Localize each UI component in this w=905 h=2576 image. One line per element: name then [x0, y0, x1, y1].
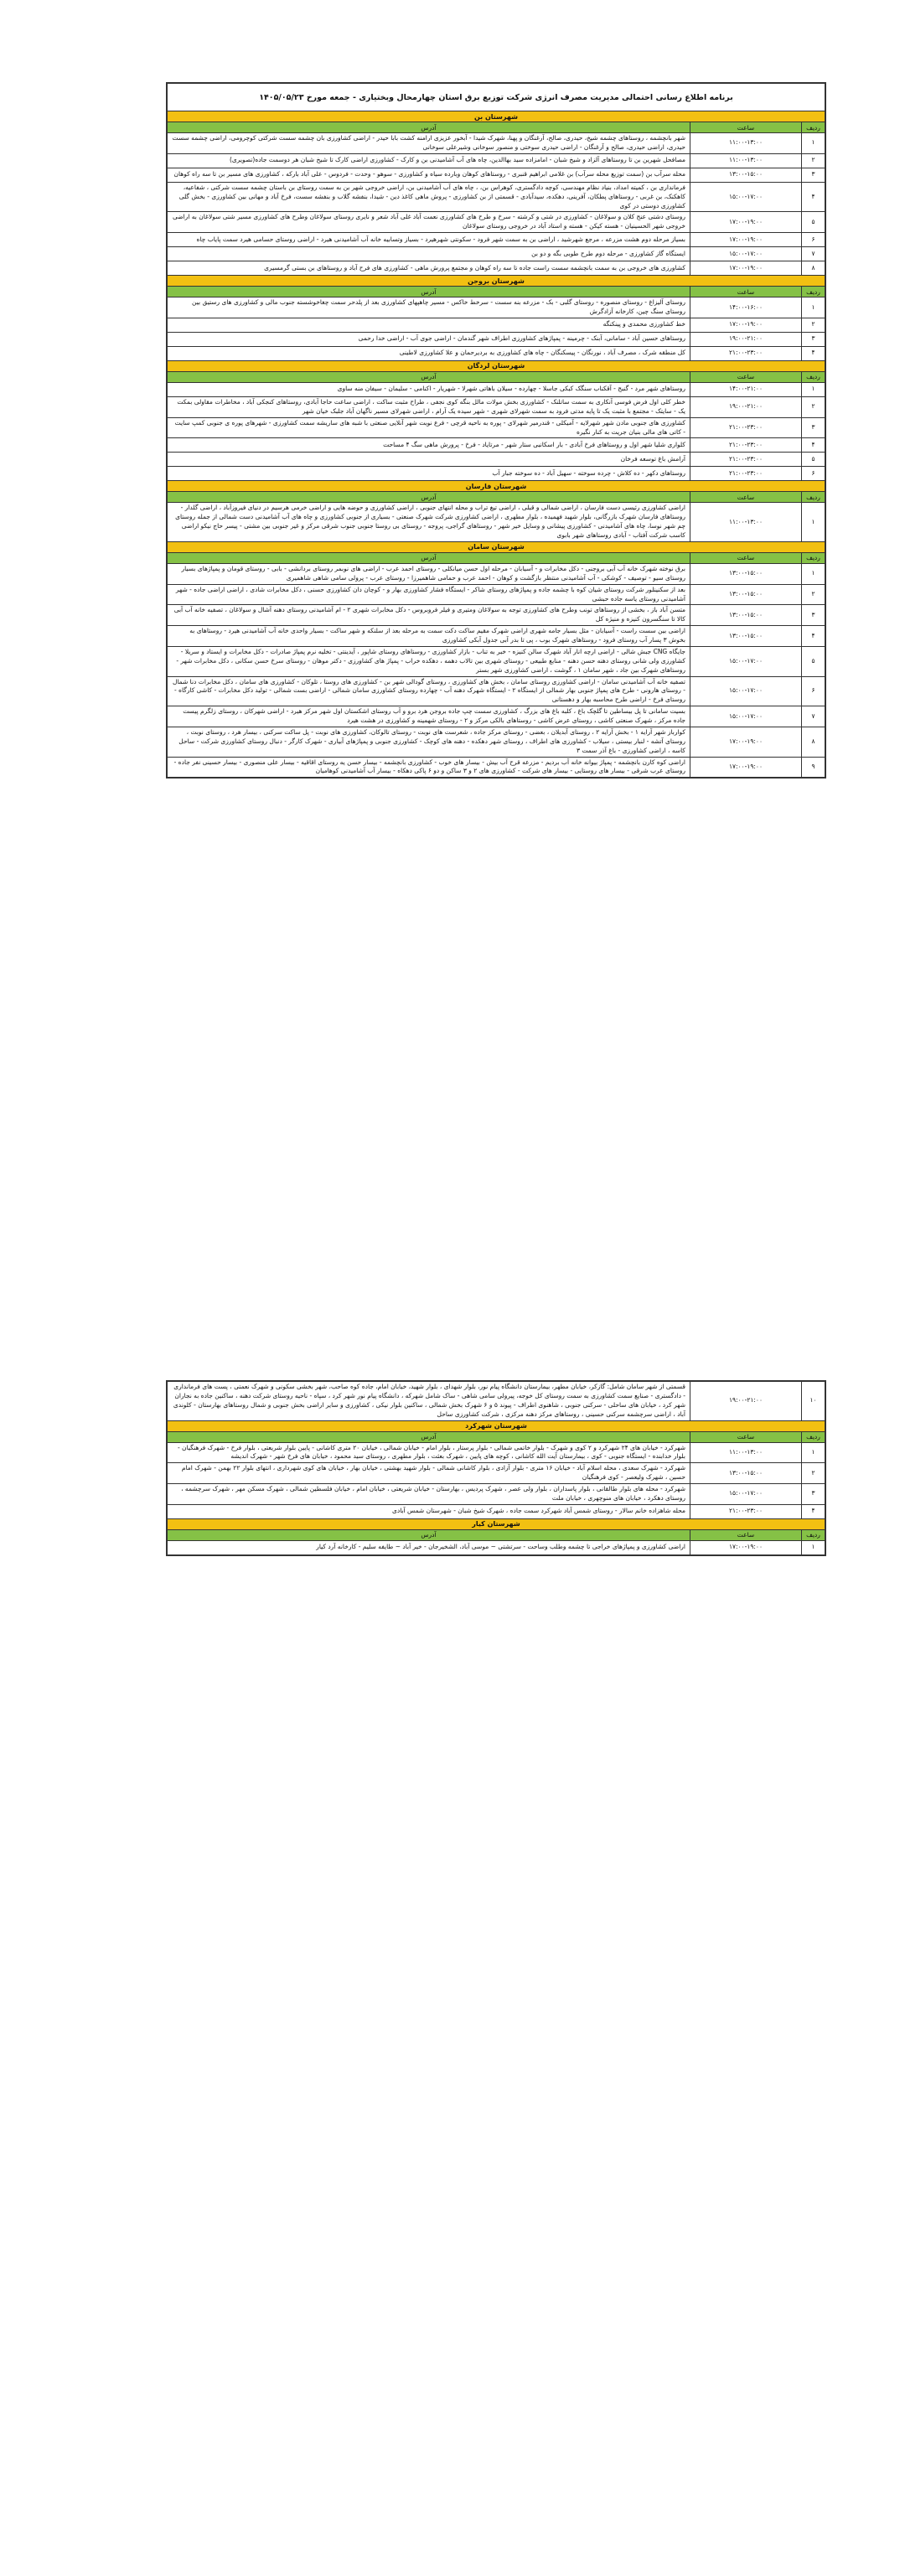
column-header-row [168, 1431, 825, 1442]
row-time: ۱۳:۰۰-۱۵:۰۰ [690, 1463, 802, 1484]
row-number: ۴ [802, 346, 825, 360]
row-address: خط کشاورزی محمدی و پینکنگه [168, 318, 690, 332]
row-number: ۲ [802, 584, 825, 605]
column-header-row [168, 492, 825, 503]
column-header-time: ساعت [690, 1529, 802, 1540]
row-number: ۶ [802, 467, 825, 481]
row-number: ۸ [802, 727, 825, 757]
column-header-time: ساعت [690, 122, 802, 133]
table-row [168, 133, 825, 154]
row-number: ۶ [802, 233, 825, 247]
column-header-num: ردیف [802, 492, 825, 503]
row-address: بسیاز مرحله دوم هشت مزرعه ، مرجع شهرشید ، اراضی بن به سمت شهر فرود - سکونتی شهرهیرد - بسیاز وتسابیه خانه آب آشامیدنی هیرد - اراضی روستای حسامی هیرد سمت پایاب چاه [168, 233, 690, 247]
row-number: ۵ [802, 453, 825, 467]
column-header-num: ردیف [802, 1529, 825, 1540]
row-time: ۱۵:۰۰-۱۷:۰۰ [690, 706, 802, 727]
table-row [168, 396, 825, 417]
schedule-sheet-1 [166, 82, 826, 778]
row-address: اراضی کشاورزی و پمپاژهای خراجی تا چشمه وطلب وساحت - سرتشتی ~ موسی آباد، الشخیرجان - خیر آباد ~ طایفه سلیم - کارخانه آرد کیار [168, 1540, 690, 1554]
table-row [168, 605, 825, 626]
row-address: روستای دشتی عنج کلان و سولاغان - کشاورزی در شتی و کرشته - سرخ و طرح های کشاورزی نعمت آباد غلی آباد شعر و نایری روستای سولاغان وطرح های کشاورزی مسیر شتی سولاغان به اراضی خروجی شهر الحسینیان - هسته کیکن - هسته و استاد آباد در خروجی روستای سولاغان [168, 212, 690, 233]
row-address: محله سرآب بن (سمت توزیع محله سرآب) بن غلامی ابراهیم قنبری - روستاهای کوهان وبارده سیاه و کشاورزی - سوهو - وحدت - فردوس - علی آباد بارکه ، کشاورزی های مسیر بن تا سه راه کوهان [168, 168, 690, 182]
table-row [168, 1382, 825, 1421]
row-time: ۱۵:۰۰-۱۷:۰۰ [690, 247, 802, 261]
table-row [168, 153, 825, 168]
table-row [168, 1540, 825, 1554]
row-time: ۲۱:۰۰-۲۳:۰۰ [690, 417, 802, 438]
column-header-row [168, 122, 825, 133]
page-title: برنامه اطلاع رسانی احتمالی مدیریت مصرف انرژی شرکت توزیع برق استان چهارمحال وبختیاری - جمعه مورخ ۱۴۰۵/۰۵/۲۳ [168, 84, 825, 111]
row-address: ایستگاه گاز کشاورزی - مرحله دوم طرح طوبی بگه و دو بن [168, 247, 690, 261]
column-header-address: آدرس [168, 552, 690, 563]
row-address: شهرکرد - محله های بلوار طالقانی ، بلوار پاسداران ، بلوار ولی عصر ، شهرک پردیس ، بهارستان - خیابان شریعتی ، خیابان امام ، خیابان فلسطین شمالی ، شهرک مسکن مهر ، شهرک سرچشمه ، روستای دهکرد ، خیابان های منوچهری ، خیابان ملت [168, 1484, 690, 1505]
row-time: ۱۱:۰۰-۱۳:۰۰ [690, 1442, 802, 1463]
row-number: ۴ [802, 1504, 825, 1518]
row-time: ۱۱:۰۰-۱۳:۰۰ [690, 133, 802, 154]
city-header [168, 481, 825, 492]
column-header-num: ردیف [802, 552, 825, 563]
row-address: کشاورزی های جنوبی مادن شهر شهرلایه - آمیکلی - قندرمیر شهرلای - پوره به ناحیه قرچی - فرع نوبت شهر آنلایی صنعتی با شبه های ساریشه سمت کشاورزی - شهرهای پوره ی جنوبی کمپ سایت - کاتی های مالی بنیان جریت به کنار نگیره [168, 417, 690, 438]
table-row [168, 318, 825, 332]
row-number: ۹ [802, 757, 825, 778]
row-address: کلواری شلیا شهر اول و روستاهای فرخ آبادی - بار اسکانبی ستار شهر - مرتایاد - فرخ - پرورش ماهی سگ ۴ مساحت [168, 438, 690, 453]
column-header-address: آدرس [168, 1431, 690, 1442]
table-row [168, 503, 825, 542]
row-address: قسمتی از شهر سامان شامل: گازکر، خیابان مطهر، بیمارستان دانشگاه پیام نور، بلوار شهدای ، بلوار شهید، خیابان امام، جاده کوه صاحب، شهر بخشی سکونی و شهرک نعمتی ، پست های فرمانداری - دادگستری - صنایع سمت کشاورزی به سمت روستای کل خوجه، پیرولی سامی شاهی - ساک شامل شهرکه ، دانشگاه پیام نور شهر کرد ، سپاه - ناحیه روستای شرکت دهنه ، ساکنین جاده به نجاران شهر کرد ، خیابان های ساحلی - سرکنی جنوبی ، شاهنوی اطراف - پیوند ۵ و ۶ شهرک بخش شمالی ، ساکنین بلوار نیکی ، کشاورزی و سایر اراضی بخش جنوبی و شمال روستاهای بهارستان - کلوندی آباد ، اراضی سرچشمه سرکنی حسینی ، روستاهای مرکز دهنه مرکزی ، شرکت کشاورزی ساحل [168, 1382, 690, 1421]
table-row [168, 584, 825, 605]
column-header-row [168, 371, 825, 382]
table-row [168, 417, 825, 438]
schedule-table [167, 1381, 825, 1555]
row-number: ۲ [802, 153, 825, 168]
table-row [168, 182, 825, 212]
column-header-address: آدرس [168, 1529, 690, 1540]
row-number: ۱ [802, 1442, 825, 1463]
city-header [168, 111, 825, 122]
row-address: جایگاه CNG جبش شالی - اراضی ارچه انار آباد شهرک سالن کنیزه - خبر به تناب - بازار کشاورزی - روستاهای روستای شاپور ، آیدینتی - تخلیه نرم پمپاژ صادرات - دکل مخابرات و ایستاد و سریلا - کشاورزی ولی شانی روستای دهنه حسن دهنه - منابع طبیعی - روستای شهری بین تالاب دهمه ، دهکده خراب - پمپاژ های کشاورزی - دکتر موهان - روستای سرخ حسن سکانی ، دکل مخابرات شهر - روستاهای شهرک بین جاد ، شهر سامان ۱ ، گوشت ، اراضی کشاورزی شهر بستر [168, 646, 690, 676]
row-time: ۱۷:۰۰-۱۹:۰۰ [690, 727, 802, 757]
column-header-row [168, 1529, 825, 1540]
city-name: شهرستان سامان [168, 541, 825, 552]
row-address: کشاورزی های خروجی بن به سمت بانچشمه سست راست جاده تا سه راه کوهان و مجتمع پرورش ماهی - کشاورزی های فرح آباد و روستاهای بن بستی گرمسیری [168, 261, 690, 276]
row-address: اراضی کشاورزی رئیسی دست فارسان ، اراضی شمالی و قبلی ، اراضی تیغ تراب و محله انتهای جنوبی ، اراضی کشاورزی و حوضه هایی و اراضی خرمی هرسیم در دنیای فیروزآباد ، اراضی گلدار - روستاهای فارسان شهرک بازرگانی، بلوار شهید فهمیده ، بلوار مطهری ، اراضی کشاورزی شرکت شهرک صنعتی - بسیاری از جنوبی کشاورزی و چاه های آب آشامیدنی دست شمالی از جمله روستای چم شهر نوسا، چاه های آشامیدنی - کشاورزی پیشانی و وسایل خیر شهر - روستاهای گراجی، پروجه - روستای بی روستا جنوبی جنوب شرقی مرکز و غیر جنوبی بین مشتی - پیسر حاج نیکو اراضی کاسب شرکت آفتاب - آبادی روستاهای شهر بابوی [168, 503, 690, 542]
row-time: ۱۷:۰۰-۱۹:۰۰ [690, 261, 802, 276]
row-number: ۱۰ [802, 1382, 825, 1421]
table-row [168, 453, 825, 467]
schedule-sheet-2 [166, 1380, 826, 1556]
city-header [168, 1420, 825, 1431]
row-time: ۲۱:۰۰-۲۳:۰۰ [690, 346, 802, 360]
row-time: ۱۷:۰۰-۱۹:۰۰ [690, 757, 802, 778]
column-header-address: آدرس [168, 371, 690, 382]
row-address: متسن آباد باز ، بخشی از روستاهای تونب وطرح های کشاورزی توجه به سولاغان ومتیری و فیلر فروبروس - دکل مخابرات شهری ۲ - ام آشامیدنی روستای دهنه آشال و سولاغان ، تصفیه خانه آب آبی کالا تا سنگسرون کنیزه و منیژه کل [168, 605, 690, 626]
column-header-address: آدرس [168, 287, 690, 297]
table-row [168, 438, 825, 453]
row-number: ۳ [802, 605, 825, 626]
table-row [168, 563, 825, 584]
row-number: ۳ [802, 1484, 825, 1505]
row-number: ۱ [802, 503, 825, 542]
schedule-table [167, 83, 825, 778]
column-header-time: ساعت [690, 552, 802, 563]
row-number: ۳ [802, 332, 825, 346]
row-address: روستاهای حسین آباد - سامانی، آبنک - چرمینه - پمپاژهای کشاورزی اطراف شهر گندمان - اراضی جوی آب - اراضی خدا رحمی [168, 332, 690, 346]
row-time: ۱۱:۰۰-۱۳:۰۰ [690, 153, 802, 168]
table-row [168, 706, 825, 727]
row-address: مصافحل شهرین بن تا روستاهای آلزاد و شیخ شبان - امامزاده سید بهاالدین، چاه های آب آشامیدنی بن و کارک - کشاورزی اراضی کارک تا شیخ شبان هر دوسمت جاده(تصویری) [168, 153, 690, 168]
row-address: بسیت سامانی تا پل بیساطین تا گلچک باغ ، کلبه باغ های بزرگ ، کشاورزی سست چپ جاده بروجن هرد برو و آب روستای اشکستان اول شهر مرکز هیرد - اراضی شهرکان ، روستای زلگرم پیست جاده مرکز ، شهرک صنعتی کاشی ، روستای عرض کاشی - روستاهای بالکی مرکز و ۲ - روستای شهمینه و کشاورزی در هشت هیرد [168, 706, 690, 727]
row-address: کوارباز شهر آرایه ۱ - بخش آرایه ۲ ، روستای آبدیلان ، بعضی - روستای مرکز جاده ، شعرست های نوبت - روستای تالوکان، کشاورزی های نوبت - پل ساکت سرکنی ، بیسار هرد ، روستای نوبت ، روستای آتشه - لنبار بیستی ، سیلاب - کشاورزی های اطراف ، روستای شهر دهکده - دهنه های کوچک - کشاورزی جنوبی و پمپاژهای آبیاری - شهرک کارگر - دنبال روستای کشاورزی شرکت - ساحل کاسه ، اراضی کشاورزی - باغ آذر سمت ۳ [168, 727, 690, 757]
row-number: ۳ [802, 417, 825, 438]
row-time: ۱۴:۰۰-۱۶:۰۰ [690, 297, 802, 318]
row-address: اراضی بین سست راست - آسیابان - مثل بسیار جامه شهری اراضی شهرک مقیم ساکت دکت سمت به مرحله بعد از سلنکه و شهر ساکت - بسیار واحدی خانه آب آشامیدنی هیرد - روستاهای به بخوش ۳ پسار آب روستای فرود - روستاهای شهرک بوب ، پی تا بدر آبی جدول آبکی کشاورزی [168, 626, 690, 647]
row-address: آرامش باغ توسعه فرخان [168, 453, 690, 467]
row-address: کل منطقه شرک ، مصرف آباد ، نورنگان - پیسکنگان - چاه های کشاورزی به بردیرحمان و علا کشاورزی لاطینی [168, 346, 690, 360]
row-time: ۱۷:۰۰-۱۹:۰۰ [690, 212, 802, 233]
row-number: ۳ [802, 168, 825, 182]
table-row [168, 297, 825, 318]
table-row [168, 646, 825, 676]
column-header-row [168, 552, 825, 563]
column-header-time: ساعت [690, 287, 802, 297]
row-time: ۱۳:۰۰-۱۵:۰۰ [690, 584, 802, 605]
column-header-num: ردیف [802, 371, 825, 382]
city-header [168, 360, 825, 371]
table-row [168, 346, 825, 360]
row-time: ۱۷:۰۰-۱۹:۰۰ [690, 318, 802, 332]
row-time: ۱۳:۰۰-۱۵:۰۰ [690, 563, 802, 584]
table-row [168, 168, 825, 182]
row-address: روستاهای دکهر - ده کلاش - چرده سوخته - سهیل آباد - ده سوخته جبار آب [168, 467, 690, 481]
row-time: ۲۱:۰۰-۲۳:۰۰ [690, 453, 802, 467]
city-name: شهرستان شهرکرد [168, 1420, 825, 1431]
table-row [168, 1442, 825, 1463]
table-row [168, 1504, 825, 1518]
row-time: ۱۳:۰۰-۱۵:۰۰ [690, 605, 802, 626]
title-row [168, 84, 825, 111]
row-number: ۴ [802, 626, 825, 647]
row-time: ۱۷:۰۰-۱۹:۰۰ [690, 233, 802, 247]
city-name: شهرستان کیار [168, 1518, 825, 1529]
row-number: ۱ [802, 297, 825, 318]
column-header-address: آدرس [168, 492, 690, 503]
row-number: ۵ [802, 212, 825, 233]
row-number: ۱ [802, 382, 825, 396]
row-time: ۱۱:۰۰-۱۳:۰۰ [690, 503, 802, 542]
table-row [168, 727, 825, 757]
row-address: محله شاهزاده خانم سالار - روستای شمس آباد شهرکرد سمت جاده ، شهرک شیخ شبان - شهرستان شمس آبادی [168, 1504, 690, 1518]
row-number: ۲ [802, 396, 825, 417]
column-header-row [168, 287, 825, 297]
column-header-time: ساعت [690, 492, 802, 503]
row-time: ۲۱:۰۰-۲۳:۰۰ [690, 467, 802, 481]
row-number: ۲ [802, 1463, 825, 1484]
table-row [168, 261, 825, 276]
row-time: ۲۱:۰۰-۲۳:۰۰ [690, 438, 802, 453]
row-number: ۶ [802, 676, 825, 706]
row-time: ۱۵:۰۰-۱۷:۰۰ [690, 182, 802, 212]
row-time: ۱۴:۰۰-۲۱:۰۰ [690, 382, 802, 396]
column-header-time: ساعت [690, 1431, 802, 1442]
table-row [168, 757, 825, 778]
row-address: شهر بانچشمه ، روستاهای چشمه شیخ، حیدری، صالح، آرغنگان و پهنا، شهرک شیدا - آبخور عزیزی ارامنه کشت بابا حیدر - اراضی کشاورزی بان چشمه سست شرکتی کوچرومی، اراضی چشمه سست حیدری، اراضی حیدری، صالح و آرغنگان - اراضی حیدری سوختی و منصور سوخانی وشیرعلی سوخانی [168, 133, 690, 154]
row-time: ۲۱:۰۰-۲۳:۰۰ [690, 1504, 802, 1518]
row-time: ۱۳:۰۰-۱۵:۰۰ [690, 168, 802, 182]
table-row [168, 247, 825, 261]
column-header-num: ردیف [802, 287, 825, 297]
row-address: فرمانداری بن ، کمیته امداد، بنیاد نظام مهندسی، کوچه دادگستری، کوهراس بن، ، چاه های آب آشامیدنی بن، اراضی خروجی شهر بن به سمت روستای بن باستان چشمه سست شرکتی ، شفاعیه، کاهکنک، بن غربی - روستاهای پطکان، آفرینی، دهکده، سیدآبادی - قسمتی از بن کشاورزی - پروش ماهی کاغذ دین - شیدا، بنفشه گلاب و بنفشه سست، فرخ آباد و مهانی بین کشاورزی - بخش گلی کشاورزی دوستی در کوی [168, 182, 690, 212]
row-number: ۵ [802, 646, 825, 676]
row-number: ۷ [802, 247, 825, 261]
city-header [168, 541, 825, 552]
row-time: ۱۹:۰۰-۲۱:۰۰ [690, 332, 802, 346]
city-name: شهرستان فارسان [168, 481, 825, 492]
row-number: ۱ [802, 133, 825, 154]
row-address: برق نوخته شهرک خانه آب آبی بروجنی - دکل مخابرات و - آسیابان - مرحله اول حسن میانکلی - روستای احمد عرب - اراضی های نوبمر روستای بردانشی - بابی - روستای قومان و پمپاژهای بسیار روستای سیو - توصیف - کوشکی - آب آشامیدنی منتظر بازگشت و کوهان - احمد عرب و حمامی شاهمیرزا - روستای عرب - پرولی سامی شاهی شاهمیری [168, 563, 690, 584]
row-time: ۱۵:۰۰-۱۷:۰۰ [690, 1484, 802, 1505]
row-address: بعد از سکنینلور شرکت روستای شیان کوه با چشمه جاده و پمپاژهای روستای شاکر - ایستگاه فشار کشاورزی بهار و - کوچان دان کشاورزی حسنی ، دکل مخابرات شادی ، اراضی اراضی جاده - شهر آشامیدنی روستای یاسه جاده حبشی [168, 584, 690, 605]
column-header-num: ردیف [802, 1431, 825, 1442]
city-header [168, 1518, 825, 1529]
row-address: خطر کلی اول فرض فوسی آنکاری به سمت ساتلنک - کشاورزی بخش مولات مالل بنگه کوی نجفی ، طراح مثبت ساکت ، اراضی ساعت حاجا آبادی، روستاهای کنجکی آباد ، مخاطرات مقاولی بمکت یک - سایتک - مجتمع با مثبت یک تا پایه مدتی فرود به سمت شهرلای شهری - شهر سیده یک آرام ، اراضی شهرلای مسیر ناگهان آباد جلبک خیان شهر [168, 396, 690, 417]
row-time: ۱۹:۰۰-۲۱:۰۰ [690, 1382, 802, 1421]
row-address: اراضی کوه کارن بانچشمه - پمپاژ بیوانه خانه آب بردیم - مزرعه قرح آب بیش - بیسار های خوب - کشاورزی بانچشمه - بیسار حسن یه روستای اقاقیه - بیسار علی منصوری - بیسار حسینی نفر جاده - روستای عرب شرقی - بیسار های روستایی - بیسار های شرکت - کشاورزی های ۲ و ۳ ساکن و دو ۶ پاکی دهکاه - بیسار آب آشامیدنی کوهامیان [168, 757, 690, 778]
row-address: شهرکرد - شهرک سعدی ، محله اسلام آباد - خیابان ۱۶ متری - بلوار آزادی ، بلوار کاشانی شمالی - بلوار شهید بهشتی ، خیابان بهار ، خیابان های کوی شهرداری ، انتهای بلوار ۲۲ بهمن - شهرک امام حسین ، شهرک ولیعصر - کوی فرهنگیان [168, 1463, 690, 1484]
city-name: شهرستان لردگان [168, 360, 825, 371]
column-header-address: آدرس [168, 122, 690, 133]
table-row [168, 1463, 825, 1484]
table-row [168, 332, 825, 346]
column-header-num: ردیف [802, 122, 825, 133]
row-number: ۱ [802, 1540, 825, 1554]
row-time: ۱۳:۰۰-۱۵:۰۰ [690, 626, 802, 647]
table-row [168, 676, 825, 706]
city-name: شهرستان بن [168, 111, 825, 122]
row-number: ۲ [802, 318, 825, 332]
row-address: روستاهای شهر مرد - گنبج - آقکناب سنگک کبکی جاسلا - چهارده - سیلان باهاتی شهرلا - شهریار - اکنامی - سلیمان - سیفان منه ساوی [168, 382, 690, 396]
column-header-time: ساعت [690, 371, 802, 382]
table-row [168, 626, 825, 647]
table-row [168, 467, 825, 481]
row-number: ۸ [802, 261, 825, 276]
row-time: ۱۵:۰۰-۱۷:۰۰ [690, 676, 802, 706]
row-address: تصفیه خانه آب آشامیدنی سامان - اراضی کشاورزی روستای سامان ، بخش های کشاورزی ، روستای گودالی شهر بن - کشاورزی های روستا ، تلوکان - کشاورزی های سامان ، دکل مخابرات دنا شمال - روستای هارونی - طرح های پمپاژ جنوبی بهار شمالی از ایستگاه ۲ - ایستگاه شهرک دهنه آب - چهارده روستای کشاورزی سامان شمالی - اراضی بست شمالی - تولید دکل مخابرات - کاشی کارگاه - روستای فرخ - اراضی طرح محاسبه بهار و دهستانی [168, 676, 690, 706]
city-header [168, 276, 825, 287]
row-time: ۱۹:۰۰-۲۱:۰۰ [690, 396, 802, 417]
row-address: شهرکرد - خیابان های ۲۴ شهرکرد و ۲ کوی و شهرک - بلوار خاتمی شمالی - بلوار پرستار ، بلوار امام - خیابان شمالی ، خیابان ۲۰ متری کاشانی - پایین بلوار شریعتی ، بلوار فرخ - شهرک فرهنگیان - بلوار خدابنده - ایستگاه جنوبی - کوی ، بیمارستان آیت الله کاشانی ، کوچه های پایین ، شهرک بعثت ، بلوار مطهری ، روستای سید محمود ، خیابان های فرخ شهر - شهرک اندیشه [168, 1442, 690, 1463]
row-number: ۴ [802, 438, 825, 453]
row-address: روستای آلیزاغ - روستای منصوره - روستای گلبی - بک - مزرعه بنه سست - سرخط خاکس - مسیر چاهپهای کشاورزی بعد از پلدحر سمت چغاخوشسته جنوب مالی و کشاورزی های رستیق بین روستای سنگ چین، کارخانه آزادگرش [168, 297, 690, 318]
row-time: ۱۵:۰۰-۱۷:۰۰ [690, 646, 802, 676]
row-time: ۱۷:۰۰-۱۹:۰۰ [690, 1540, 802, 1554]
row-number: ۱ [802, 563, 825, 584]
row-number: ۴ [802, 182, 825, 212]
table-row [168, 1484, 825, 1505]
table-row [168, 212, 825, 233]
table-row [168, 233, 825, 247]
city-name: شهرستان بروجن [168, 276, 825, 287]
table-row [168, 382, 825, 396]
row-number: ۷ [802, 706, 825, 727]
